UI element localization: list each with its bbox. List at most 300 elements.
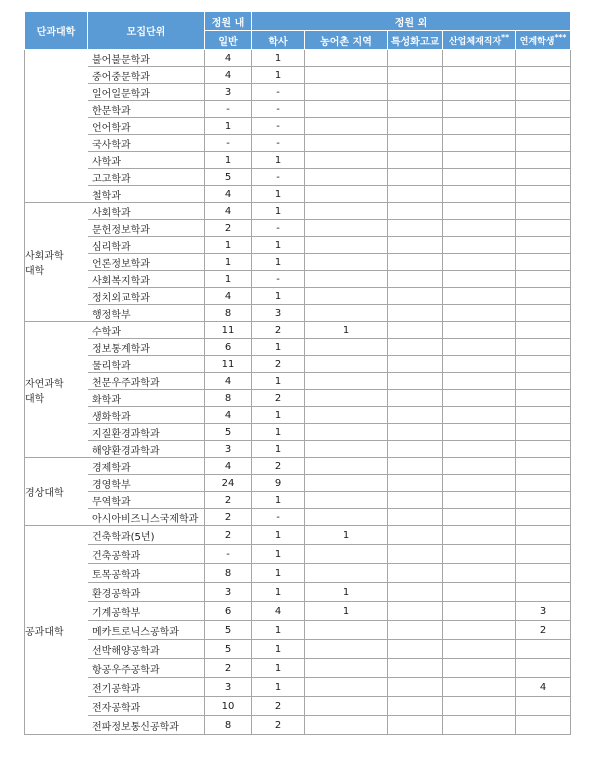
special-hs-cell bbox=[388, 716, 443, 735]
industrial-cell bbox=[443, 492, 516, 509]
unit-name: 선박해양공학과 bbox=[88, 640, 205, 659]
bachelor-cell: 1 bbox=[252, 441, 305, 458]
unit-name: 메카트로닉스공학과 bbox=[88, 621, 205, 640]
rural-cell bbox=[305, 305, 388, 322]
special-hs-cell bbox=[388, 305, 443, 322]
unit-name: 천문우주과학과 bbox=[88, 373, 205, 390]
table-row bbox=[25, 152, 571, 169]
special-hs-cell bbox=[388, 152, 443, 169]
unit-name: 언론정보학과 bbox=[88, 254, 205, 271]
linked-cell: 2 bbox=[516, 621, 571, 640]
linked-cell bbox=[516, 583, 571, 602]
table-row bbox=[25, 458, 571, 475]
unit-name: 사회복지학과 bbox=[88, 271, 205, 288]
industrial-cell bbox=[443, 545, 516, 564]
college-cell bbox=[25, 203, 88, 322]
header-linked-footnote: *** bbox=[554, 33, 567, 42]
industrial-cell bbox=[443, 50, 516, 67]
bachelor-cell: 1 bbox=[252, 564, 305, 583]
unit-name: 생화학과 bbox=[88, 407, 205, 424]
industrial-cell bbox=[443, 118, 516, 135]
rural-cell bbox=[305, 356, 388, 373]
special-hs-cell bbox=[388, 288, 443, 305]
header-quota-in: 정원 내 bbox=[205, 12, 252, 31]
general-cell: 1 bbox=[205, 118, 252, 135]
bachelor-cell: 1 bbox=[252, 288, 305, 305]
unit-name: 한문학과 bbox=[88, 101, 205, 118]
general-cell: 4 bbox=[205, 288, 252, 305]
special-hs-cell bbox=[388, 101, 443, 118]
industrial-cell bbox=[443, 356, 516, 373]
general-cell: 4 bbox=[205, 458, 252, 475]
linked-cell bbox=[516, 50, 571, 67]
quota-table bbox=[24, 11, 571, 735]
special-hs-cell bbox=[388, 475, 443, 492]
table-row bbox=[25, 254, 571, 271]
table-row bbox=[25, 186, 571, 203]
special-hs-cell bbox=[388, 67, 443, 84]
general-cell: 5 bbox=[205, 640, 252, 659]
general-cell: 2 bbox=[205, 492, 252, 509]
industrial-cell bbox=[443, 237, 516, 254]
unit-name: 사회학과 bbox=[88, 203, 205, 220]
table-row bbox=[25, 339, 571, 356]
unit-name: 불어불문학과 bbox=[88, 50, 205, 67]
header-bachelor: 학사 bbox=[252, 31, 305, 50]
general-cell: 2 bbox=[205, 509, 252, 526]
general-cell: 2 bbox=[205, 659, 252, 678]
bachelor-cell: 1 bbox=[252, 526, 305, 545]
general-cell: 8 bbox=[205, 390, 252, 407]
linked-cell bbox=[516, 101, 571, 118]
unit-name: 전기공학과 bbox=[88, 678, 205, 697]
bachelor-cell: 1 bbox=[252, 492, 305, 509]
linked-cell bbox=[516, 458, 571, 475]
general-cell: 3 bbox=[205, 84, 252, 101]
industrial-cell bbox=[443, 678, 516, 697]
special-hs-cell bbox=[388, 390, 443, 407]
header-college: 단과대학 bbox=[25, 12, 88, 50]
linked-cell bbox=[516, 254, 571, 271]
bachelor-cell: 1 bbox=[252, 659, 305, 678]
college-name-line: 사회과학 bbox=[25, 251, 64, 262]
table-row bbox=[25, 475, 571, 492]
linked-cell bbox=[516, 305, 571, 322]
unit-name: 항공우주공학과 bbox=[88, 659, 205, 678]
special-hs-cell bbox=[388, 373, 443, 390]
general-cell: 3 bbox=[205, 583, 252, 602]
linked-cell bbox=[516, 288, 571, 305]
special-hs-cell bbox=[388, 602, 443, 621]
linked-cell bbox=[516, 237, 571, 254]
linked-cell bbox=[516, 697, 571, 716]
industrial-cell bbox=[443, 621, 516, 640]
special-hs-cell bbox=[388, 203, 443, 220]
general-cell: 5 bbox=[205, 424, 252, 441]
header-unit: 모집단위 bbox=[88, 12, 205, 50]
rural-cell bbox=[305, 697, 388, 716]
rural-cell bbox=[305, 271, 388, 288]
industrial-cell bbox=[443, 475, 516, 492]
special-hs-cell bbox=[388, 441, 443, 458]
table-row bbox=[25, 407, 571, 424]
unit-name: 정보통계학과 bbox=[88, 339, 205, 356]
unit-name: 물리학과 bbox=[88, 356, 205, 373]
rural-cell bbox=[305, 640, 388, 659]
table-row bbox=[25, 716, 571, 735]
general-cell: - bbox=[205, 101, 252, 118]
general-cell: 4 bbox=[205, 50, 252, 67]
unit-name: 무역학과 bbox=[88, 492, 205, 509]
rural-cell bbox=[305, 407, 388, 424]
unit-name: 경영학부 bbox=[88, 475, 205, 492]
industrial-cell bbox=[443, 424, 516, 441]
table-row bbox=[25, 424, 571, 441]
general-cell: - bbox=[205, 135, 252, 152]
special-hs-cell bbox=[388, 583, 443, 602]
rural-cell bbox=[305, 220, 388, 237]
table-row bbox=[25, 50, 571, 67]
general-cell: 5 bbox=[205, 169, 252, 186]
rural-cell bbox=[305, 135, 388, 152]
bachelor-cell: 2 bbox=[252, 322, 305, 339]
general-cell: 8 bbox=[205, 716, 252, 735]
rural-cell bbox=[305, 621, 388, 640]
rural-cell bbox=[305, 254, 388, 271]
unit-name: 언어학과 bbox=[88, 118, 205, 135]
rural-cell bbox=[305, 101, 388, 118]
table-row bbox=[25, 583, 571, 602]
rural-cell: 1 bbox=[305, 526, 388, 545]
industrial-cell bbox=[443, 305, 516, 322]
rural-cell bbox=[305, 424, 388, 441]
bachelor-cell: 1 bbox=[252, 237, 305, 254]
unit-name: 일어일문학과 bbox=[88, 84, 205, 101]
linked-cell bbox=[516, 526, 571, 545]
bachelor-cell: 1 bbox=[252, 339, 305, 356]
unit-name: 건축학과(5년) bbox=[88, 526, 205, 545]
unit-name: 국사학과 bbox=[88, 135, 205, 152]
unit-name: 철학과 bbox=[88, 186, 205, 203]
special-hs-cell bbox=[388, 50, 443, 67]
header-general: 일반 bbox=[205, 31, 252, 50]
bachelor-cell: 1 bbox=[252, 621, 305, 640]
table-row bbox=[25, 84, 571, 101]
rural-cell bbox=[305, 186, 388, 203]
linked-cell bbox=[516, 339, 571, 356]
college-cell bbox=[25, 50, 88, 203]
general-cell: 1 bbox=[205, 152, 252, 169]
table-row bbox=[25, 621, 571, 640]
linked-cell bbox=[516, 640, 571, 659]
general-cell: 11 bbox=[205, 322, 252, 339]
industrial-cell bbox=[443, 716, 516, 735]
linked-cell bbox=[516, 220, 571, 237]
special-hs-cell bbox=[388, 135, 443, 152]
header-special-hs: 특성화고교 bbox=[388, 31, 443, 50]
rural-cell bbox=[305, 339, 388, 356]
table-row bbox=[25, 390, 571, 407]
table-row bbox=[25, 509, 571, 526]
bachelor-cell: 1 bbox=[252, 583, 305, 602]
special-hs-cell bbox=[388, 458, 443, 475]
college-name-line: 대학 bbox=[25, 266, 45, 277]
industrial-cell bbox=[443, 526, 516, 545]
special-hs-cell bbox=[388, 564, 443, 583]
college-name-line: 자연과학 bbox=[25, 378, 64, 390]
unit-name: 고고학과 bbox=[88, 169, 205, 186]
header-industrial-footnote: ** bbox=[501, 33, 510, 42]
linked-cell: 4 bbox=[516, 678, 571, 697]
linked-cell bbox=[516, 203, 571, 220]
rural-cell bbox=[305, 475, 388, 492]
bachelor-cell: 9 bbox=[252, 475, 305, 492]
industrial-cell bbox=[443, 564, 516, 583]
industrial-cell bbox=[443, 322, 516, 339]
industrial-cell bbox=[443, 659, 516, 678]
industrial-cell bbox=[443, 271, 516, 288]
general-cell: 8 bbox=[205, 305, 252, 322]
linked-cell bbox=[516, 407, 571, 424]
bachelor-cell: 1 bbox=[252, 152, 305, 169]
industrial-cell bbox=[443, 441, 516, 458]
table-row bbox=[25, 697, 571, 716]
bachelor-cell: 2 bbox=[252, 458, 305, 475]
special-hs-cell bbox=[388, 254, 443, 271]
linked-cell bbox=[516, 441, 571, 458]
bachelor-cell: 2 bbox=[252, 356, 305, 373]
bachelor-cell: 1 bbox=[252, 407, 305, 424]
linked-cell bbox=[516, 424, 571, 441]
unit-name: 전자공학과 bbox=[88, 697, 205, 716]
bachelor-cell: 1 bbox=[252, 254, 305, 271]
rural-cell bbox=[305, 67, 388, 84]
table-row bbox=[25, 67, 571, 84]
bachelor-cell: 1 bbox=[252, 67, 305, 84]
bachelor-cell: - bbox=[252, 169, 305, 186]
bachelor-cell: 1 bbox=[252, 545, 305, 564]
linked-cell bbox=[516, 169, 571, 186]
general-cell: 11 bbox=[205, 356, 252, 373]
unit-name: 사학과 bbox=[88, 152, 205, 169]
industrial-cell bbox=[443, 186, 516, 203]
industrial-cell bbox=[443, 135, 516, 152]
linked-cell bbox=[516, 271, 571, 288]
unit-name: 정치외교학과 bbox=[88, 288, 205, 305]
unit-name: 환경공학과 bbox=[88, 583, 205, 602]
industrial-cell bbox=[443, 169, 516, 186]
general-cell: 10 bbox=[205, 697, 252, 716]
bachelor-cell: - bbox=[252, 84, 305, 101]
special-hs-cell bbox=[388, 678, 443, 697]
header-quota-out: 정원 외 bbox=[252, 12, 571, 31]
unit-name: 문헌정보학과 bbox=[88, 220, 205, 237]
linked-cell bbox=[516, 152, 571, 169]
linked-cell bbox=[516, 135, 571, 152]
rural-cell bbox=[305, 288, 388, 305]
special-hs-cell bbox=[388, 356, 443, 373]
unit-name: 행정학부 bbox=[88, 305, 205, 322]
rural-cell bbox=[305, 678, 388, 697]
rural-cell bbox=[305, 441, 388, 458]
special-hs-cell bbox=[388, 84, 443, 101]
bachelor-cell: - bbox=[252, 509, 305, 526]
rural-cell: 1 bbox=[305, 602, 388, 621]
bachelor-cell: 3 bbox=[252, 305, 305, 322]
special-hs-cell bbox=[388, 492, 443, 509]
table-row bbox=[25, 288, 571, 305]
industrial-cell bbox=[443, 407, 516, 424]
industrial-cell bbox=[443, 220, 516, 237]
bachelor-cell: - bbox=[252, 118, 305, 135]
rural-cell bbox=[305, 716, 388, 735]
rural-cell bbox=[305, 118, 388, 135]
rural-cell bbox=[305, 84, 388, 101]
header-industrial bbox=[443, 31, 516, 50]
linked-cell bbox=[516, 564, 571, 583]
general-cell: 4 bbox=[205, 67, 252, 84]
bachelor-cell: 4 bbox=[252, 602, 305, 621]
special-hs-cell bbox=[388, 424, 443, 441]
rural-cell bbox=[305, 458, 388, 475]
header-industrial-label: 산업체재직자 bbox=[448, 37, 502, 47]
rural-cell bbox=[305, 50, 388, 67]
industrial-cell bbox=[443, 640, 516, 659]
special-hs-cell bbox=[388, 220, 443, 237]
table-row bbox=[25, 322, 571, 339]
rural-cell bbox=[305, 659, 388, 678]
bachelor-cell: - bbox=[252, 135, 305, 152]
bachelor-cell: - bbox=[252, 271, 305, 288]
bachelor-cell: 2 bbox=[252, 390, 305, 407]
table-body bbox=[25, 50, 571, 735]
rural-cell bbox=[305, 373, 388, 390]
bachelor-cell: 1 bbox=[252, 50, 305, 67]
industrial-cell bbox=[443, 152, 516, 169]
industrial-cell bbox=[443, 602, 516, 621]
unit-name: 중어중문학과 bbox=[88, 67, 205, 84]
general-cell: 1 bbox=[205, 254, 252, 271]
special-hs-cell bbox=[388, 169, 443, 186]
table-row bbox=[25, 237, 571, 254]
unit-name: 화학과 bbox=[88, 390, 205, 407]
linked-cell bbox=[516, 373, 571, 390]
unit-name: 경제학과 bbox=[88, 458, 205, 475]
linked-cell bbox=[516, 492, 571, 509]
industrial-cell bbox=[443, 288, 516, 305]
header-linked bbox=[516, 31, 571, 50]
linked-cell bbox=[516, 356, 571, 373]
special-hs-cell bbox=[388, 621, 443, 640]
rural-cell bbox=[305, 203, 388, 220]
industrial-cell bbox=[443, 458, 516, 475]
general-cell: 8 bbox=[205, 564, 252, 583]
unit-name: 심리학과 bbox=[88, 237, 205, 254]
table-row bbox=[25, 305, 571, 322]
bachelor-cell: 1 bbox=[252, 186, 305, 203]
rural-cell: 1 bbox=[305, 322, 388, 339]
linked-cell bbox=[516, 716, 571, 735]
table-row bbox=[25, 545, 571, 564]
bachelor-cell: - bbox=[252, 220, 305, 237]
linked-cell: 3 bbox=[516, 602, 571, 621]
bachelor-cell: 1 bbox=[252, 678, 305, 697]
industrial-cell bbox=[443, 339, 516, 356]
table-row bbox=[25, 373, 571, 390]
unit-name: 건축공학과 bbox=[88, 545, 205, 564]
special-hs-cell bbox=[388, 697, 443, 716]
general-cell: 6 bbox=[205, 339, 252, 356]
college-name-line: 공과대학 bbox=[25, 626, 64, 638]
college-name-line: 경상대학 bbox=[25, 488, 64, 499]
general-cell: 4 bbox=[205, 407, 252, 424]
general-cell: 4 bbox=[205, 203, 252, 220]
unit-name: 지질환경과학과 bbox=[88, 424, 205, 441]
rural-cell bbox=[305, 564, 388, 583]
rural-cell bbox=[305, 152, 388, 169]
general-cell: 5 bbox=[205, 621, 252, 640]
linked-cell bbox=[516, 84, 571, 101]
linked-cell bbox=[516, 390, 571, 407]
table-row bbox=[25, 492, 571, 509]
linked-cell bbox=[516, 322, 571, 339]
table-row bbox=[25, 602, 571, 621]
industrial-cell bbox=[443, 67, 516, 84]
unit-name: 해양환경과학과 bbox=[88, 441, 205, 458]
industrial-cell bbox=[443, 583, 516, 602]
table-row bbox=[25, 441, 571, 458]
general-cell: 2 bbox=[205, 220, 252, 237]
linked-cell bbox=[516, 659, 571, 678]
general-cell: 1 bbox=[205, 271, 252, 288]
special-hs-cell bbox=[388, 118, 443, 135]
special-hs-cell bbox=[388, 407, 443, 424]
linked-cell bbox=[516, 67, 571, 84]
industrial-cell bbox=[443, 101, 516, 118]
special-hs-cell bbox=[388, 659, 443, 678]
special-hs-cell bbox=[388, 237, 443, 254]
rural-cell bbox=[305, 545, 388, 564]
special-hs-cell bbox=[388, 526, 443, 545]
linked-cell bbox=[516, 475, 571, 492]
bachelor-cell: 1 bbox=[252, 640, 305, 659]
industrial-cell bbox=[443, 254, 516, 271]
linked-cell bbox=[516, 509, 571, 526]
table-row bbox=[25, 101, 571, 118]
special-hs-cell bbox=[388, 640, 443, 659]
bachelor-cell: 2 bbox=[252, 697, 305, 716]
unit-name: 토목공학과 bbox=[88, 564, 205, 583]
rural-cell bbox=[305, 509, 388, 526]
special-hs-cell bbox=[388, 322, 443, 339]
college-name-line: 대학 bbox=[25, 393, 45, 405]
table-row bbox=[25, 118, 571, 135]
general-cell: 4 bbox=[205, 373, 252, 390]
general-cell: 6 bbox=[205, 602, 252, 621]
general-cell: 3 bbox=[205, 441, 252, 458]
table-row bbox=[25, 640, 571, 659]
special-hs-cell bbox=[388, 545, 443, 564]
table-row bbox=[25, 135, 571, 152]
general-cell: 2 bbox=[205, 526, 252, 545]
bachelor-cell: - bbox=[252, 101, 305, 118]
header-rural: 농어촌 지역 bbox=[305, 31, 388, 50]
unit-name: 전파정보통신공학과 bbox=[88, 716, 205, 735]
special-hs-cell bbox=[388, 509, 443, 526]
rural-cell bbox=[305, 492, 388, 509]
bachelor-cell: 1 bbox=[252, 424, 305, 441]
college-cell bbox=[25, 458, 88, 526]
